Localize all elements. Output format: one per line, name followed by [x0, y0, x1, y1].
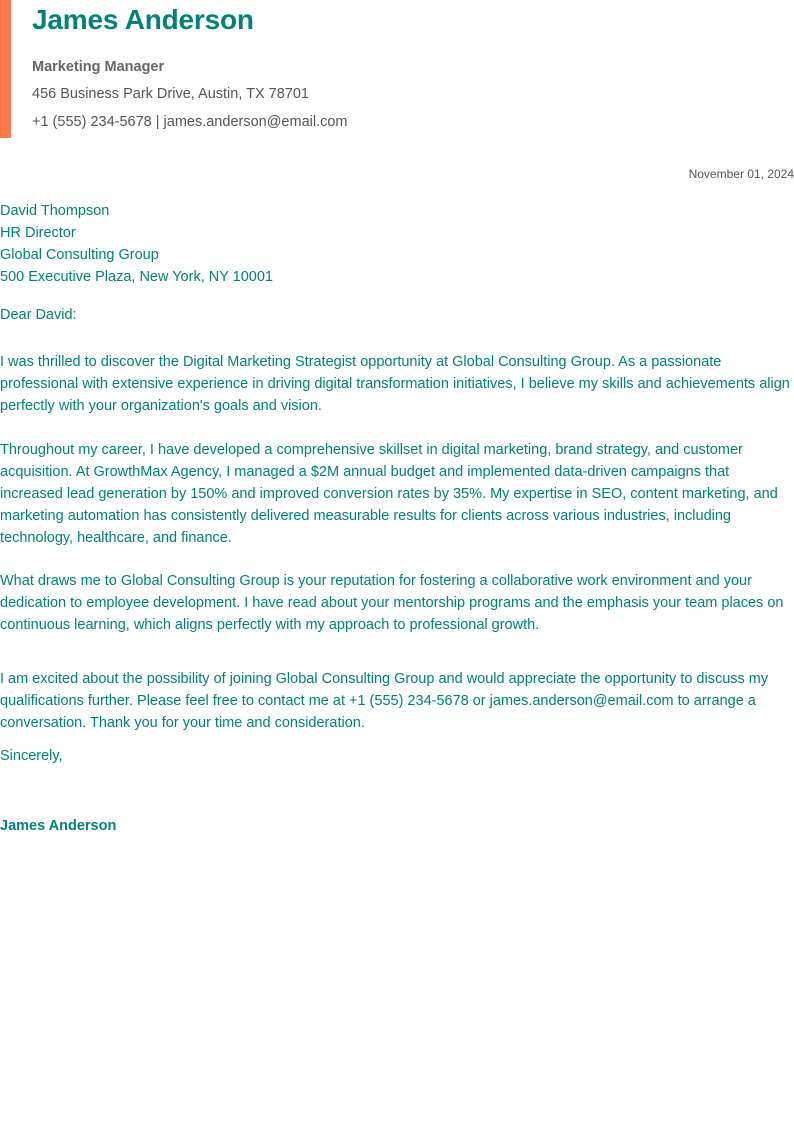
- letter-header: [0, 0, 794, 138]
- body-paragraph-4: I am excited about the possibility of joining Global Consulting Group and would appreciate the opportunity to discuss my qualifications further. Please feel free to contact me at +1 (555) 234-5678 or james.anderson@email.com to arrange a conversation. Thank you for your time and consideration.: [0, 671, 769, 731]
- sender-name: James Anderson: [32, 4, 254, 35]
- body-paragraph-2: Throughout my career, I have developed a comprehensive skillset in digital marketing, brand strategy, and customer acquisition. At GrowthMax Agency, I managed a $2M annual budget and implemented data-driven campaigns that increased lead generation by 150% and improved conversion rates by 35%. My expertise in SEO, content marketing, and marketing automation has consistently delivered measurable results for clients across various industries, including technology, healthcare, and finance.: [0, 442, 778, 546]
- sender-job-title: Marketing Manager: [32, 59, 165, 75]
- body-paragraph-3: What draws me to Global Consulting Group is your reputation for fostering a collaborative work environment and your dedication to employee development. I have read about your mentorship programs and the emphasis your team places on continuous learning, which aligns perfectly with my approach to professional growth.: [0, 573, 784, 633]
- recipient-company: Global Consulting Group: [0, 247, 159, 263]
- recipient-title: HR Director: [0, 225, 76, 241]
- accent-bar: [0, 0, 11, 138]
- signature: James Anderson: [0, 818, 117, 834]
- recipient-name: David Thompson: [0, 203, 110, 219]
- sender-contact: +1 (555) 234-5678 | james.anderson@email.com: [32, 114, 348, 130]
- recipient-address: 500 Executive Plaza, New York, NY 10001: [0, 269, 273, 285]
- sender-address: 456 Business Park Drive, Austin, TX 78701: [32, 86, 309, 102]
- closing: Sincerely,: [0, 748, 63, 764]
- recipient-block: [0, 200, 273, 288]
- salutation: Dear David:: [0, 307, 77, 323]
- body-paragraph-1: I was thrilled to discover the Digital Marketing Strategist opportunity at Global Consulting Group. As a passionate professional with extensive experience in driving digital transformation initiatives, I believe my skills and achievements align perfectly with your organization's goals and vision.: [0, 354, 790, 414]
- letter-date: November 01, 2024: [688, 167, 794, 181]
